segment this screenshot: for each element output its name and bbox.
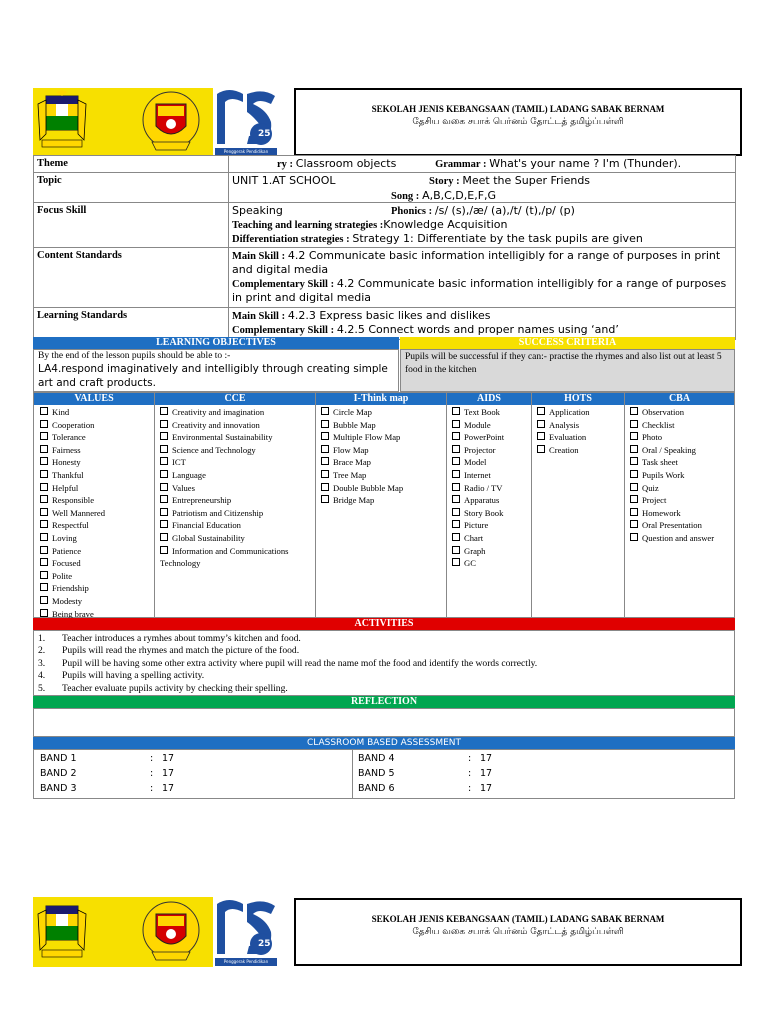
cba-item-label: Homework bbox=[642, 507, 681, 518]
checkbox-icon[interactable] bbox=[40, 583, 48, 591]
checkbox-icon[interactable] bbox=[160, 445, 168, 453]
checkbox-icon[interactable] bbox=[321, 407, 329, 415]
hots-checkbox-item[interactable] bbox=[537, 444, 623, 457]
hots-checkbox-item[interactable] bbox=[537, 431, 623, 444]
hots-checkbox-item[interactable] bbox=[537, 406, 623, 419]
theme-label: Theme bbox=[37, 158, 68, 169]
crest-logo-bottom bbox=[34, 900, 90, 964]
ithink-checkbox-item[interactable] bbox=[321, 482, 445, 495]
checkbox-icon[interactable] bbox=[40, 407, 48, 415]
cce-checkbox-item[interactable] bbox=[160, 431, 313, 444]
differentiation-label: Differentiation strategies : bbox=[232, 234, 350, 245]
cba-list bbox=[630, 406, 732, 545]
ithink-item-label: Tree Map bbox=[333, 469, 367, 480]
checkbox-icon[interactable] bbox=[160, 508, 168, 516]
cba-item-label: Checklist bbox=[642, 419, 675, 430]
aids-checkbox-item[interactable] bbox=[452, 419, 530, 432]
learning-objectives-box bbox=[33, 349, 399, 392]
ithink-item-label: Brace Map bbox=[333, 457, 371, 468]
hots-item-label: Creation bbox=[549, 444, 579, 455]
values-item-label: Responsible bbox=[52, 495, 95, 506]
topic-value: UNIT 1.AT SCHOOL bbox=[232, 174, 336, 187]
story-label: Story : bbox=[429, 176, 460, 187]
cba-checkbox-item[interactable] bbox=[630, 482, 732, 495]
checkbox-icon[interactable] bbox=[630, 470, 638, 478]
checkbox-icon[interactable] bbox=[452, 432, 460, 440]
values-checkbox-item[interactable] bbox=[40, 507, 152, 520]
values-checkbox-item[interactable] bbox=[40, 456, 152, 469]
ithink-item-label: Bridge Map bbox=[333, 495, 375, 506]
song-label: Song : bbox=[391, 191, 420, 202]
checkbox-icon[interactable] bbox=[40, 495, 48, 503]
phonics-label: Phonics : bbox=[391, 206, 433, 217]
checkbox-icon[interactable] bbox=[537, 445, 545, 453]
values-item-label: Tolerance bbox=[52, 432, 86, 443]
ithink-checkbox-item[interactable] bbox=[321, 431, 445, 444]
values-checkbox-item[interactable] bbox=[40, 494, 152, 507]
aids-item-label: Chart bbox=[464, 532, 484, 543]
aids-header: AIDS bbox=[447, 393, 531, 405]
checkbox-icon[interactable] bbox=[160, 520, 168, 528]
checkbox-icon[interactable] bbox=[452, 546, 460, 554]
checkbox-icon[interactable] bbox=[452, 508, 460, 516]
ithink-checkbox-item[interactable] bbox=[321, 444, 445, 457]
activity-item: 4. Pupils will having a spelling activity. bbox=[38, 670, 205, 682]
values-checkbox-item[interactable] bbox=[40, 444, 152, 457]
content-standards-label: Content Standards bbox=[37, 250, 122, 261]
aids-item-label: Module bbox=[464, 419, 491, 430]
checkbox-icon[interactable] bbox=[452, 407, 460, 415]
aids-item-label: Text Book bbox=[464, 407, 500, 417]
band-label: BAND 3 bbox=[40, 783, 77, 794]
cba-item-label: Oral Presentation bbox=[642, 520, 702, 531]
ts25-logo-bottom bbox=[213, 898, 279, 972]
values-checkbox-item[interactable] bbox=[40, 482, 152, 495]
cce-item-label: Information and Communications Technology bbox=[160, 545, 289, 569]
values-item-label: Fairness bbox=[52, 444, 81, 455]
values-item-label: Modesty bbox=[52, 595, 83, 606]
song-value: A,B,C,D,E,F,G bbox=[422, 189, 497, 202]
band-value: 17 bbox=[480, 768, 493, 779]
ts25-logo bbox=[213, 88, 279, 162]
success-criteria-box bbox=[400, 349, 735, 392]
sc-text: Pupils will be successful if they can:- practise the rhymes and also list out at least 5 food in the kitchen bbox=[405, 352, 722, 375]
band-separator: : bbox=[150, 768, 154, 779]
cce-item-label: Values bbox=[172, 482, 195, 493]
topic-label: Topic bbox=[37, 175, 62, 186]
aids-item-label: GC bbox=[464, 558, 476, 569]
cce-item-label: Financial Education bbox=[172, 520, 241, 531]
cba-item-label: Quiz bbox=[642, 482, 659, 493]
cce-item-label: Science and Technology bbox=[172, 444, 256, 455]
activities-box bbox=[33, 630, 735, 696]
values-checkbox-item[interactable] bbox=[40, 469, 152, 482]
checkbox-icon[interactable] bbox=[452, 457, 460, 465]
assessment-header: CLASSROOM BASED ASSESSMENT bbox=[33, 737, 735, 749]
values-item-label: Respectful bbox=[52, 520, 89, 531]
reflection-box bbox=[33, 708, 735, 737]
checkbox-icon[interactable] bbox=[321, 445, 329, 453]
aids-checkbox-item[interactable] bbox=[452, 431, 530, 444]
values-item-label: Helpful bbox=[52, 482, 79, 493]
checkbox-icon[interactable] bbox=[537, 420, 545, 428]
checkbox-icon[interactable] bbox=[40, 546, 48, 554]
focus-skill-value: Speaking bbox=[232, 204, 283, 217]
checkbox-icon[interactable] bbox=[160, 546, 168, 554]
learning-main-label: Main Skill : bbox=[232, 311, 286, 322]
tls-value: Knowledge Acquisition bbox=[383, 218, 508, 231]
band-value: 17 bbox=[162, 753, 175, 764]
learning-comp-label: Complementary Skill : bbox=[232, 325, 335, 336]
cba-checkbox-item[interactable] bbox=[630, 507, 732, 520]
checkbox-icon[interactable] bbox=[452, 520, 460, 528]
checkbox-icon[interactable] bbox=[40, 445, 48, 453]
school-name-tamil-bottom: தேசிய வகை சபாக் பெர்னம் தோட்டத் தமிழ்ப்பள்ளி bbox=[412, 927, 624, 937]
cce-checkbox-item[interactable] bbox=[160, 519, 313, 532]
checkbox-icon[interactable] bbox=[630, 483, 638, 491]
cce-list bbox=[160, 406, 313, 570]
school-name-bottom: SEKOLAH JENIS KEBANGSAAN (TAMIL) LADANG SABAK BERNAM bbox=[371, 914, 665, 924]
aids-checkbox-item[interactable] bbox=[452, 482, 530, 495]
cce-checkbox-item[interactable] bbox=[160, 406, 313, 419]
checkbox-icon[interactable] bbox=[40, 483, 48, 491]
checkbox-icon[interactable] bbox=[452, 470, 460, 478]
hots-item-label: Application bbox=[549, 407, 590, 417]
aids-checkbox-item[interactable] bbox=[452, 545, 530, 558]
checkbox-icon[interactable] bbox=[452, 558, 460, 566]
checkbox-icon[interactable] bbox=[160, 483, 168, 491]
ithink-item-label: Double Bubble Map bbox=[333, 482, 404, 493]
activities-header: ACTIVITIES bbox=[33, 618, 735, 630]
content-main-label: Main Skill : bbox=[232, 251, 286, 262]
aids-item-label: Graph bbox=[464, 545, 486, 556]
cba-checkbox-item[interactable] bbox=[630, 494, 732, 507]
aids-item-label: Internet bbox=[464, 469, 491, 480]
lo-text: LA4.respond imaginatively and intelligibly through creating simple art and craft products. bbox=[38, 363, 388, 389]
cce-checkbox-item[interactable] bbox=[160, 532, 313, 545]
values-item-label: Honesty bbox=[52, 457, 81, 468]
values-checkbox-item[interactable] bbox=[40, 557, 152, 570]
cba-checkbox-item[interactable] bbox=[630, 444, 732, 457]
theme-prefix: ry : bbox=[277, 159, 294, 170]
checkbox-icon[interactable] bbox=[40, 571, 48, 579]
ithink-list bbox=[321, 406, 445, 507]
activity-item: 3. Pupil will be having some other extra activity where pupil will read the name mof the food and identify the words correctly. bbox=[38, 657, 538, 669]
cba-item-label: Task sheet bbox=[642, 457, 678, 468]
learning-comp-value: 4.2.5 Connect words and proper names using ‘and’ bbox=[336, 323, 619, 336]
cce-checkbox-item[interactable] bbox=[160, 494, 313, 507]
checkbox-icon[interactable] bbox=[40, 432, 48, 440]
values-item-label: Cooperation bbox=[52, 419, 95, 430]
values-item-label: Loving bbox=[52, 532, 77, 543]
cce-checkbox-item[interactable] bbox=[160, 482, 313, 495]
checkbox-icon[interactable] bbox=[630, 495, 638, 503]
grammar-label: Grammar : bbox=[435, 159, 487, 170]
checkbox-icon[interactable] bbox=[160, 420, 168, 428]
checkbox-icon[interactable] bbox=[160, 495, 168, 503]
school-name-box-bottom bbox=[294, 898, 742, 966]
activity-item: 1. Teacher introduces a rymhes about tommy’s kitchen and food. bbox=[38, 633, 301, 644]
cce-item-label: Environmental Sustainability bbox=[172, 432, 273, 443]
values-header: VALUES bbox=[34, 393, 154, 405]
school-crest-logo bbox=[140, 90, 202, 156]
values-item-label: Well Mannered bbox=[52, 507, 105, 518]
checkbox-icon[interactable] bbox=[452, 445, 460, 453]
checkbox-icon[interactable] bbox=[40, 420, 48, 428]
checkbox-icon[interactable] bbox=[160, 533, 168, 541]
aids-item-label: Apparatus bbox=[464, 495, 500, 506]
ithink-checkbox-item[interactable] bbox=[321, 406, 445, 419]
cce-checkbox-item[interactable] bbox=[160, 444, 313, 457]
theme-value: Classroom objects bbox=[295, 157, 397, 170]
school-name-box bbox=[294, 88, 742, 156]
aids-checkbox-item[interactable] bbox=[452, 557, 530, 570]
band-label: BAND 5 bbox=[358, 768, 395, 779]
aids-item-label: PowerPoint bbox=[464, 432, 505, 443]
band-separator: : bbox=[468, 753, 472, 764]
ithink-checkbox-item[interactable] bbox=[321, 419, 445, 432]
values-checkbox-item[interactable] bbox=[40, 519, 152, 532]
band-value: 17 bbox=[480, 753, 493, 764]
band-separator: : bbox=[150, 753, 154, 764]
checkbox-icon[interactable] bbox=[160, 407, 168, 415]
activity-item: 2. Pupils will read the rhymes and match the picture of the food. bbox=[38, 645, 300, 657]
cce-checkbox-item[interactable] bbox=[160, 456, 313, 469]
cce-checkbox-item[interactable] bbox=[160, 419, 313, 432]
values-checkbox-item[interactable] bbox=[40, 570, 152, 583]
checkbox-icon[interactable] bbox=[321, 483, 329, 491]
aids-item-label: Model bbox=[464, 457, 487, 468]
cba-checkbox-item[interactable] bbox=[630, 431, 732, 444]
band-separator: : bbox=[150, 783, 154, 794]
checkbox-icon[interactable] bbox=[40, 558, 48, 566]
aids-item-label: Picture bbox=[464, 520, 489, 531]
school-crest-logo-bottom bbox=[140, 900, 202, 966]
checkbox-icon[interactable] bbox=[40, 596, 48, 604]
lesson-details-table bbox=[33, 155, 736, 340]
band-label: BAND 4 bbox=[358, 753, 395, 764]
hots-header: HOTS bbox=[532, 393, 624, 405]
band-value: 17 bbox=[162, 768, 175, 779]
checkbox-icon[interactable] bbox=[630, 520, 638, 528]
checkbox-icon[interactable] bbox=[537, 407, 545, 415]
ithink-header: I-Think map bbox=[316, 393, 446, 405]
checkbox-icon[interactable] bbox=[40, 609, 48, 617]
values-list bbox=[40, 406, 152, 620]
cce-item-label: Patriotism and Citizenship bbox=[172, 507, 264, 518]
band-value: 17 bbox=[162, 783, 175, 794]
ts25-caption: Penggerak Pendidikan Bernama bbox=[215, 148, 277, 156]
hots-item-label: Analysis bbox=[549, 419, 580, 430]
checkbox-icon[interactable] bbox=[160, 457, 168, 465]
values-checkbox-item[interactable] bbox=[40, 582, 152, 595]
cce-item-label: Creativity and imagination bbox=[172, 407, 265, 417]
cba-item-label: Project bbox=[642, 495, 667, 506]
aids-checkbox-item[interactable] bbox=[452, 444, 530, 457]
checkbox-icon[interactable] bbox=[452, 495, 460, 503]
cba-checkbox-item[interactable] bbox=[630, 469, 732, 482]
cce-item-label: Entrepreneurship bbox=[172, 495, 232, 506]
ts25-number: 25 bbox=[258, 129, 271, 139]
values-item-label: Thankful bbox=[52, 469, 84, 480]
activity-item: 5. Teacher evaluate pupils activity by checking their spelling. bbox=[38, 682, 288, 694]
tls-label: Teaching and learning strategies : bbox=[232, 220, 384, 231]
cce-item-label: Creativity and innovation bbox=[172, 419, 260, 430]
checkbox-icon[interactable] bbox=[40, 508, 48, 516]
cce-checkbox-item[interactable] bbox=[160, 545, 313, 570]
cce-checkbox-item[interactable] bbox=[160, 469, 313, 482]
aids-checkbox-item[interactable] bbox=[452, 469, 530, 482]
values-item-label: Focused bbox=[52, 558, 81, 569]
ithink-item-label: Circle Map bbox=[333, 407, 372, 417]
cba-item-label: Photo bbox=[642, 432, 663, 443]
values-checkbox-item[interactable] bbox=[40, 406, 152, 419]
ithink-checkbox-item[interactable] bbox=[321, 456, 445, 469]
checkbox-icon[interactable] bbox=[630, 407, 638, 415]
checklist-columns bbox=[33, 392, 735, 618]
checkbox-icon[interactable] bbox=[630, 457, 638, 465]
reflection-header: REFLECTION bbox=[33, 696, 735, 708]
ithink-item-label: Multiple Flow Map bbox=[333, 432, 401, 443]
checkbox-icon[interactable] bbox=[40, 533, 48, 541]
aids-checkbox-item[interactable] bbox=[452, 456, 530, 469]
aids-checkbox-item[interactable] bbox=[452, 519, 530, 532]
band-separator: : bbox=[468, 783, 472, 794]
checkbox-icon[interactable] bbox=[321, 495, 329, 503]
values-checkbox-item[interactable] bbox=[40, 431, 152, 444]
ts25-caption-bottom: Penggerak Pendidikan Bernama bbox=[215, 958, 277, 966]
aids-item-label: Story Book bbox=[464, 507, 504, 518]
checkbox-icon[interactable] bbox=[321, 457, 329, 465]
cba-checkbox-item[interactable] bbox=[630, 419, 732, 432]
cba-checkbox-item[interactable] bbox=[630, 456, 732, 469]
aids-checkbox-item[interactable] bbox=[452, 532, 530, 545]
cba-checkbox-item[interactable] bbox=[630, 519, 732, 532]
content-comp-label: Complementary Skill : bbox=[232, 279, 335, 290]
band-label: BAND 2 bbox=[40, 768, 77, 779]
cba-item-label: Pupils Work bbox=[642, 469, 685, 480]
aids-checkbox-item[interactable] bbox=[452, 494, 530, 507]
checkbox-icon[interactable] bbox=[630, 445, 638, 453]
aids-item-label: Projector bbox=[464, 444, 496, 455]
cce-header: CCE bbox=[155, 393, 315, 405]
cba-checkbox-item[interactable] bbox=[630, 532, 732, 545]
differentiation-value: Strategy 1: Differentiate by the task pupils are given bbox=[352, 232, 643, 245]
checkbox-icon[interactable] bbox=[630, 432, 638, 440]
checkbox-icon[interactable] bbox=[40, 470, 48, 478]
values-checkbox-item[interactable] bbox=[40, 545, 152, 558]
checkbox-icon[interactable] bbox=[452, 483, 460, 491]
checkbox-icon[interactable] bbox=[630, 533, 638, 541]
band-label: BAND 6 bbox=[358, 783, 395, 794]
success-criteria-header: SUCCESS CRITERIA bbox=[400, 337, 735, 349]
values-item-label: Friendship bbox=[52, 583, 89, 594]
aids-checkbox-item[interactable] bbox=[452, 507, 530, 520]
checkbox-icon[interactable] bbox=[160, 470, 168, 478]
checkbox-icon[interactable] bbox=[40, 520, 48, 528]
lo-intro: By the end of the lesson pupils should be able to :- bbox=[38, 351, 231, 361]
learning-main-value: 4.2.3 Express basic likes and dislikes bbox=[287, 309, 491, 322]
checkbox-icon[interactable] bbox=[40, 457, 48, 465]
values-item-label: Polite bbox=[52, 570, 73, 581]
checkbox-icon[interactable] bbox=[537, 432, 545, 440]
checkbox-icon[interactable] bbox=[321, 432, 329, 440]
values-item-label: Kind bbox=[52, 407, 70, 417]
values-item-label: Being brave bbox=[52, 608, 94, 619]
checkbox-icon[interactable] bbox=[321, 420, 329, 428]
cce-item-label: ICT bbox=[172, 457, 186, 468]
learning-standards-label: Learning Standards bbox=[37, 310, 128, 321]
phonics-value: /s/ (s),/æ/ (a),/t/ (t),/p/ (p) bbox=[434, 204, 575, 217]
aids-list bbox=[452, 406, 530, 570]
content-main-value: 4.2 Communicate basic information intelligibly for a range of purposes in print and digital media bbox=[232, 249, 721, 276]
ithink-checkbox-item[interactable] bbox=[321, 494, 445, 507]
cce-item-label: Language bbox=[172, 469, 206, 480]
checkbox-icon[interactable] bbox=[630, 508, 638, 516]
focus-skill-label: Focus Skill bbox=[37, 205, 87, 216]
learning-objectives-header: LEARNING OBJECTIVES bbox=[33, 337, 399, 349]
hots-list bbox=[537, 406, 623, 456]
aids-item-label: Radio / TV bbox=[464, 482, 503, 493]
band-label: BAND 1 bbox=[40, 753, 77, 764]
ithink-checkbox-item[interactable] bbox=[321, 469, 445, 482]
school-name-tamil: தேசிய வகை சபாக் பெர்னம் தோட்டத் தமிழ்ப்பள்ளி bbox=[412, 117, 624, 127]
values-checkbox-item[interactable] bbox=[40, 532, 152, 545]
cba-item-label: Oral / Speaking bbox=[642, 444, 696, 455]
cce-item-label: Global Sustainability bbox=[172, 532, 245, 543]
checkbox-icon[interactable] bbox=[452, 533, 460, 541]
cba-item-label: Question and answer bbox=[642, 532, 715, 543]
story-value: Meet the Super Friends bbox=[462, 174, 591, 187]
content-comp-value: 4.2 Communicate basic information intelligibly for a range of purposes in print and digital media bbox=[232, 277, 727, 304]
values-checkbox-item[interactable] bbox=[40, 595, 152, 608]
ithink-item-label: Flow Map bbox=[333, 444, 369, 455]
cba-header: CBA bbox=[625, 393, 734, 405]
ithink-item-label: Bubble Map bbox=[333, 419, 376, 430]
values-item-label: Patience bbox=[52, 545, 82, 556]
cba-item-label: Observation bbox=[642, 407, 685, 417]
assessment-box bbox=[33, 749, 735, 799]
ts25-number-bottom: 25 bbox=[258, 939, 271, 949]
checkbox-icon[interactable] bbox=[630, 420, 638, 428]
band-separator: : bbox=[468, 768, 472, 779]
theme-label-cell bbox=[34, 156, 229, 173]
values-checkbox-item[interactable] bbox=[40, 419, 152, 432]
cce-checkbox-item[interactable] bbox=[160, 507, 313, 520]
hots-item-label: Evaluation bbox=[549, 432, 587, 443]
grammar-value: What's your name ? I'm (Thunder). bbox=[489, 157, 682, 170]
cba-checkbox-item[interactable] bbox=[630, 406, 732, 419]
aids-checkbox-item[interactable] bbox=[452, 406, 530, 419]
band-value: 17 bbox=[480, 783, 493, 794]
checkbox-icon[interactable] bbox=[160, 432, 168, 440]
hots-checkbox-item[interactable] bbox=[537, 419, 623, 432]
checkbox-icon[interactable] bbox=[321, 470, 329, 478]
school-name: SEKOLAH JENIS KEBANGSAAN (TAMIL) LADANG SABAK BERNAM bbox=[371, 104, 665, 114]
crest-logo bbox=[34, 90, 90, 154]
checkbox-icon[interactable] bbox=[452, 420, 460, 428]
